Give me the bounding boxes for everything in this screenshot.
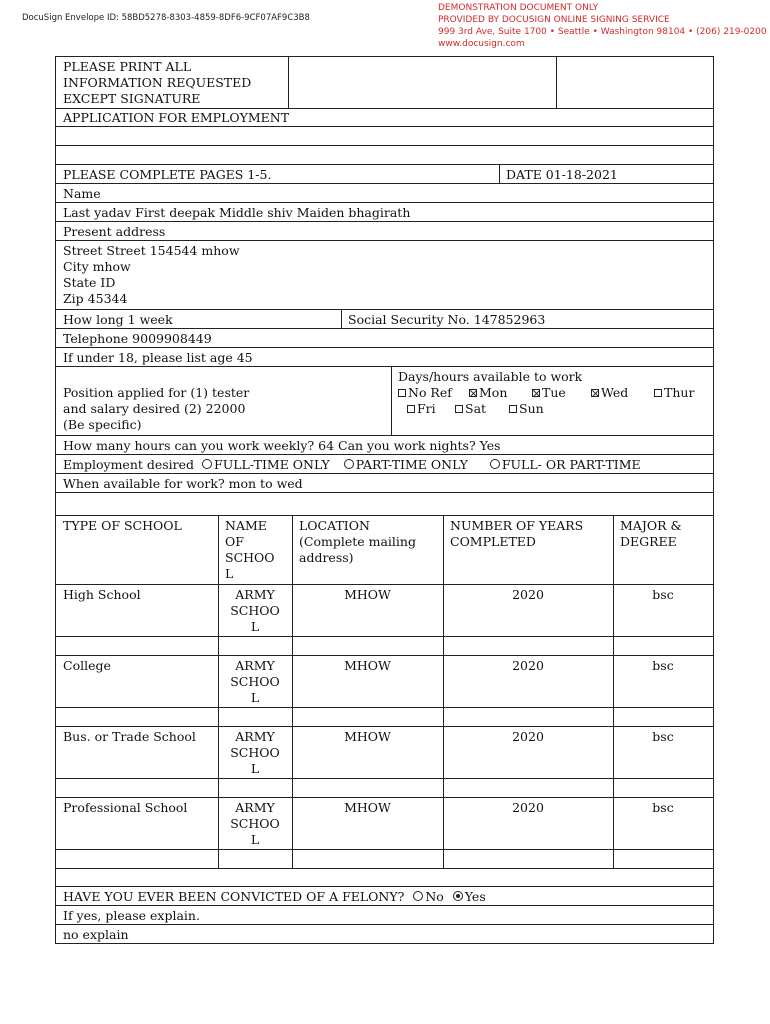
explain-field[interactable]: no explain — [63, 927, 129, 942]
date-field[interactable]: DATE 01-18-2021 — [506, 167, 618, 182]
employment-cell — [56, 455, 713, 473]
school-spacer-row — [55, 637, 714, 656]
school-type: College — [63, 658, 111, 673]
address-label: Present address — [63, 224, 166, 239]
school-name-line: SCHOO — [230, 603, 280, 618]
demo-line: PROVIDED BY DOCUSIGN ONLINE SIGNING SERVICE — [438, 15, 670, 25]
days-row-2 — [398, 401, 706, 417]
header-line: NAME — [225, 518, 267, 533]
address-line: State ID — [63, 275, 116, 290]
school-major[interactable]: bsc — [652, 800, 674, 815]
explain-label-row — [55, 906, 714, 925]
header-line: L — [225, 566, 234, 581]
envelope-id: DocuSign Envelope ID: 58BD5278-8303-4859-8DF6-9CF07AF9C3B8 — [22, 13, 310, 23]
instructions-row — [55, 56, 714, 109]
day-checkbox[interactable] — [398, 389, 406, 397]
employment-label: Employment desired — [63, 457, 195, 472]
school-name-header — [218, 516, 292, 584]
header-line: OF — [225, 534, 244, 549]
school-location[interactable]: MHOW — [344, 729, 391, 744]
day-checkbox[interactable] — [469, 389, 477, 397]
felony-yes[interactable] — [453, 889, 486, 904]
day-tue[interactable] — [532, 385, 566, 401]
felony-row — [55, 887, 714, 906]
school-name-line: L — [250, 832, 260, 847]
school-name-line: ARMY — [235, 587, 275, 602]
blank-row — [55, 493, 714, 516]
school-name[interactable] — [218, 727, 292, 778]
school-major[interactable]: bsc — [652, 729, 674, 744]
school-name-line: L — [250, 690, 260, 705]
day-fri[interactable] — [407, 401, 436, 417]
address-line: City mhow — [63, 259, 131, 274]
address-line: Street Street 154544 mhow — [63, 243, 240, 258]
school-type-header: TYPE OF SCHOOL — [63, 518, 182, 533]
under18-row — [55, 348, 714, 367]
header-line: LOCATION — [299, 518, 370, 533]
option-label: FULL- OR PART-TIME — [501, 457, 641, 472]
demo-line: 999 3rd Ave, Suite 1700 • Seattle • Washington 98104 • (206) 219-0200 — [438, 27, 767, 37]
name-label-row — [55, 184, 714, 203]
day-label: Wed — [601, 385, 629, 400]
instruction-line: INFORMATION REQUESTED — [63, 75, 252, 90]
day-checkbox[interactable] — [407, 405, 415, 413]
day-sun[interactable] — [509, 401, 544, 417]
day-label: Fri — [417, 401, 436, 416]
option-label: Yes — [464, 889, 486, 904]
header-line: NUMBER OF YEARS — [450, 518, 584, 533]
complete-pages-note: PLEASE COMPLETE PAGES 1-5. — [63, 167, 272, 182]
school-location[interactable]: MHOW — [344, 800, 391, 815]
header-line: MAJOR & — [620, 518, 682, 533]
school-major-header — [613, 516, 713, 584]
school-location[interactable]: MHOW — [344, 587, 391, 602]
school-years[interactable]: 2020 — [512, 800, 544, 815]
name-value-row — [55, 203, 714, 222]
header-line: (Complete mailing — [299, 534, 416, 549]
school-row — [55, 727, 714, 779]
explain-value-row — [55, 925, 714, 944]
title-row — [55, 108, 714, 127]
school-years[interactable]: 2020 — [512, 729, 544, 744]
days-cell — [391, 367, 713, 435]
day-checkbox[interactable] — [509, 405, 517, 413]
days-row-1 — [398, 385, 706, 401]
option-part-time[interactable] — [344, 457, 468, 472]
day-label: Sun — [519, 401, 544, 416]
felony-question: HAVE YOU EVER BEEN CONVICTED OF A FELONY? — [63, 889, 405, 904]
option-full-or-part[interactable] — [490, 457, 641, 472]
header-line: address) — [299, 550, 354, 565]
day-checkbox[interactable] — [654, 389, 662, 397]
school-location[interactable]: MHOW — [344, 658, 391, 673]
school-name-line: ARMY — [235, 658, 275, 673]
how-long-field[interactable]: How long 1 week — [63, 312, 173, 327]
school-spacer-row — [55, 850, 714, 869]
ssn-field[interactable]: Social Security No. 147852963 — [348, 312, 546, 327]
demo-line: www.docusign.com — [438, 39, 525, 49]
school-years-header — [443, 516, 613, 584]
when-available-field[interactable]: When available for work? mon to wed — [63, 476, 303, 491]
name-field[interactable]: Last yadav First deepak Middle shiv Maiden bhagirath — [63, 205, 411, 220]
school-name[interactable] — [218, 656, 292, 707]
position-cell[interactable] — [56, 367, 391, 435]
school-name-line: ARMY — [235, 729, 275, 744]
school-type: Bus. or Trade School — [63, 729, 196, 744]
position-days-row — [55, 367, 714, 436]
school-header-row — [55, 516, 714, 585]
school-years[interactable]: 2020 — [512, 658, 544, 673]
blank-row — [55, 868, 714, 887]
header-line: SCHOO — [225, 550, 275, 565]
radio-icon[interactable] — [202, 459, 212, 469]
instruction-line: EXCEPT SIGNATURE — [63, 91, 201, 106]
school-name-line: SCHOO — [230, 674, 280, 689]
header-line: DEGREE — [620, 534, 677, 549]
available-row — [55, 474, 714, 493]
option-label: PART-TIME ONLY — [355, 457, 468, 472]
instructions-cell — [56, 57, 288, 108]
school-name-line: SCHOO — [230, 745, 280, 760]
employment-row — [55, 455, 714, 474]
position-line: and salary desired (2) 22000 — [63, 401, 246, 416]
day-mon[interactable] — [469, 385, 507, 401]
school-name[interactable] — [218, 585, 292, 636]
felony-cell — [56, 887, 493, 905]
option-label: FULL-TIME ONLY — [214, 457, 330, 472]
demo-notice — [438, 2, 767, 50]
option-label: No — [425, 889, 444, 904]
blank-row — [55, 146, 714, 165]
school-major[interactable]: bsc — [652, 658, 674, 673]
instruction-line: PLEASE PRINT ALL — [63, 59, 192, 74]
day-checkbox[interactable] — [532, 389, 540, 397]
radio-icon[interactable] — [344, 459, 354, 469]
telephone-row — [55, 329, 714, 348]
school-name[interactable] — [218, 798, 292, 849]
day-wed[interactable] — [591, 385, 628, 401]
school-spacer-row — [55, 708, 714, 727]
address-label-row — [55, 222, 714, 241]
howlong-ssn-row — [55, 310, 714, 329]
day-checkbox[interactable] — [591, 389, 599, 397]
address-field[interactable] — [56, 241, 247, 309]
day-label: Sat — [465, 401, 487, 416]
days-title: Days/hours available to work — [398, 369, 583, 384]
school-major[interactable]: bsc — [652, 587, 674, 602]
address-line: Zip 45344 — [63, 291, 128, 306]
school-type: High School — [63, 587, 141, 602]
school-spacer-row — [55, 779, 714, 798]
blank-row — [55, 127, 714, 146]
day-label: Mon — [479, 385, 508, 400]
radio-icon[interactable] — [413, 891, 423, 901]
header-line: COMPLETED — [450, 534, 536, 549]
day-checkbox[interactable] — [455, 405, 463, 413]
telephone-field[interactable]: Telephone 9009908449 — [63, 331, 212, 346]
hours-field[interactable]: How many hours can you work weekly? 64 Can you work nights? Yes — [63, 438, 501, 453]
day-label: Tue — [542, 385, 566, 400]
day-no-ref[interactable] — [398, 385, 452, 401]
school-type: Professional School — [63, 800, 188, 815]
day-label: No Ref — [408, 385, 452, 400]
school-name-line: ARMY — [235, 800, 275, 815]
position-line: Position applied for (1) tester — [63, 385, 250, 400]
option-full-time[interactable] — [202, 457, 330, 472]
school-name-line: L — [250, 761, 260, 776]
school-name-line: L — [250, 619, 260, 634]
explain-label: If yes, please explain. — [63, 908, 200, 923]
day-sat[interactable] — [455, 401, 486, 417]
demo-line: DEMONSTRATION DOCUMENT ONLY — [438, 3, 599, 13]
radio-icon[interactable] — [453, 891, 463, 901]
felony-no[interactable] — [413, 889, 443, 904]
hours-row — [55, 436, 714, 455]
school-location-header — [292, 516, 443, 584]
position-line: (Be specific) — [63, 417, 142, 432]
school-name-line: SCHOO — [230, 816, 280, 831]
day-thur[interactable] — [654, 385, 694, 401]
school-row — [55, 585, 714, 637]
form-title: APPLICATION FOR EMPLOYMENT — [63, 110, 290, 125]
school-row — [55, 798, 714, 850]
pages-date-row — [55, 165, 714, 184]
name-label: Name — [63, 186, 101, 201]
day-label: Thur — [664, 385, 695, 400]
address-value-row — [55, 241, 714, 310]
radio-icon[interactable] — [490, 459, 500, 469]
under18-field[interactable]: If under 18, please list age 45 — [63, 350, 253, 365]
school-years[interactable]: 2020 — [512, 587, 544, 602]
school-row — [55, 656, 714, 708]
